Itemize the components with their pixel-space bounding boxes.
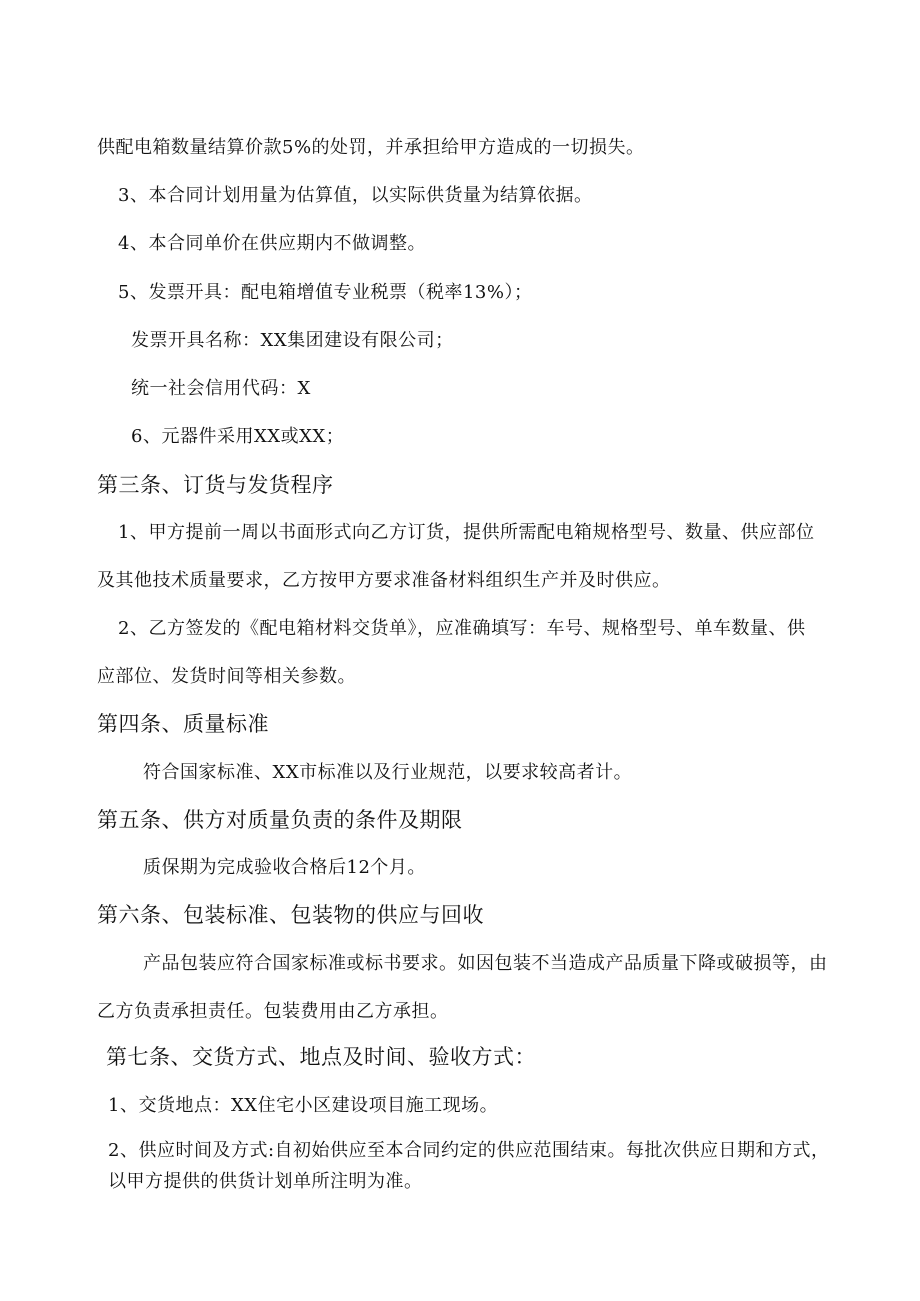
clause-item-6: 6、元器件采用XX或XX； [131, 426, 345, 447]
ordering-item-2-line-1: 2、乙方签发的《配电箱材料交货单》，应准确填写：车号、规格型号、单车数量、供 [118, 618, 806, 639]
ordering-item-1-line-2: 及其他技术质量要求，乙方按甲方要求准备材料组织生产并及时供应。 [97, 570, 671, 591]
invoice-name-line: 发票开具名称：XX集团建设有限公司； [131, 330, 454, 351]
delivery-item-1: 1、交货地点：XX住宅小区建设项目施工现场。 [108, 1095, 499, 1116]
clause-item-5: 5、发票开具：配电箱增值专业税票（税率13%）； [118, 282, 533, 303]
section-heading-6: 第六条、包装标准、包装物的供应与回收 [97, 903, 484, 927]
packaging-text-line-1: 产品包装应符合国家标准或标书要求。如因包装不当造成产品质量下降或破损等，由 [143, 953, 828, 974]
section-heading-4: 第四条、质量标准 [97, 712, 269, 736]
section-heading-5: 第五条、供方对质量负责的条件及期限 [97, 808, 463, 832]
warranty-text: 质保期为完成验收合格后12个月。 [143, 857, 426, 878]
delivery-item-2-line-2: 以甲方提供的供货计划单所注明为准。 [108, 1171, 423, 1192]
ordering-item-2-line-2: 应部位、发货时间等相关参数。 [97, 666, 356, 687]
packaging-text-line-2: 乙方负责承担责任。包装费用由乙方承担。 [97, 1001, 449, 1022]
credit-code-line: 统一社会信用代码：X [131, 378, 311, 399]
quality-standard-text: 符合国家标准、XX市标准以及行业规范，以要求较高者计。 [143, 762, 633, 783]
clause-item-3: 3、本合同计划用量为估算值，以实际供货量为结算依据。 [118, 185, 593, 206]
section-heading-3: 第三条、订货与发货程序 [97, 473, 334, 497]
ordering-item-1-line-1: 1、甲方提前一周以书面形式向乙方订货，提供所需配电箱规格型号、数量、供应部位 [118, 522, 815, 543]
section-heading-7: 第七条、交货方式、地点及时间、验收方式： [106, 1045, 536, 1069]
paragraph-line-penalty: 供配电箱数量结算价款5%的处罚，并承担给甲方造成的一切损失。 [97, 137, 645, 158]
delivery-item-2-line-1: 2、供应时间及方式:自初始供应至本合同约定的供应范围结束。每批次供应日期和方式， [108, 1140, 830, 1161]
clause-item-4: 4、本合同单价在供应期内不做调整。 [118, 233, 426, 254]
